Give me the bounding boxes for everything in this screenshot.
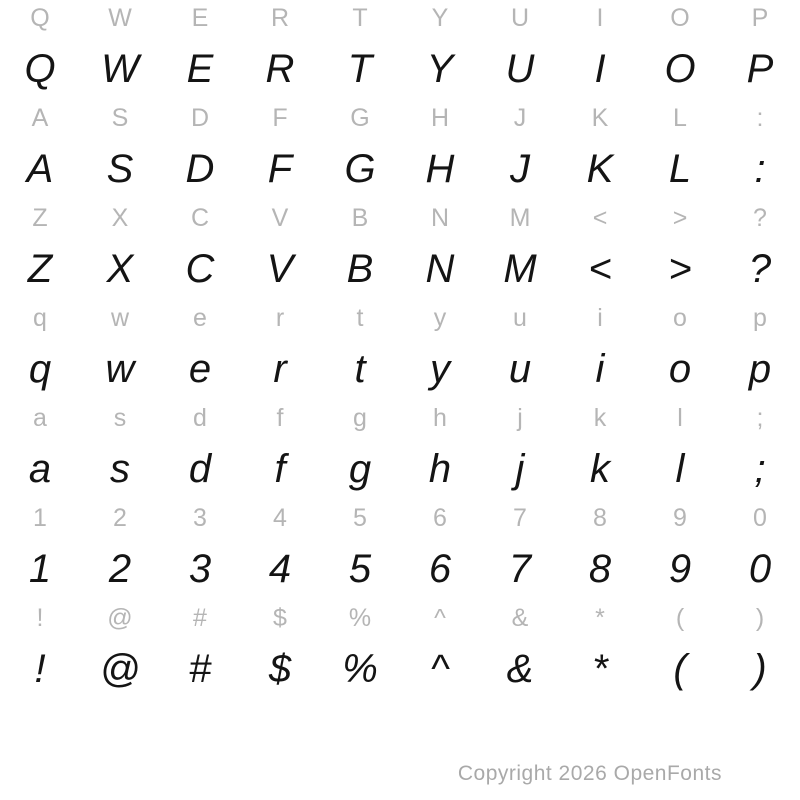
glyph: @ [107,603,133,632]
glyph: h [433,403,447,432]
glyph: C [185,246,215,291]
glyph: i [595,346,605,391]
glyph: I [596,3,604,32]
glyph: R [270,3,290,32]
copyright-text: Copyright 2026 OpenFonts [457,762,722,785]
glyph-line-regular-gray [0,200,800,236]
glyph: T [352,3,368,32]
glyph: p [753,303,767,332]
glyph: 3 [193,503,207,532]
glyph-line-italic-dark [0,436,800,500]
glyph-row-uppercase-home-row [0,100,800,200]
glyph: w [110,303,130,332]
glyph: Z [27,246,53,291]
glyph: U [510,3,530,32]
glyph: > [672,203,688,232]
glyph: W [108,3,132,32]
glyph-line-italic-dark [0,336,800,400]
glyph: $ [273,603,287,632]
glyph: : [756,103,764,132]
glyph: X [106,246,134,291]
glyph: ) [755,603,765,632]
glyph: 4 [273,503,287,532]
glyph-row-uppercase-bottom-row [0,200,800,300]
glyph: 0 [748,546,772,591]
glyph: 3 [188,546,212,591]
glyph: ? [753,203,767,232]
glyph: ! [34,646,46,691]
glyph: l [677,403,683,432]
glyph: ! [36,603,44,632]
glyph: 8 [593,503,607,532]
glyph-line-regular-gray [0,300,800,336]
glyph-line-italic-dark [0,36,800,100]
glyph: J [510,146,530,191]
glyph: K [591,103,609,132]
glyph: y [430,346,450,391]
glyph: Z [32,203,48,232]
glyph: > [668,246,692,291]
glyph: ( [673,646,687,691]
glyph: Q [30,3,50,32]
glyph: a [28,446,52,491]
glyph: l [675,446,685,491]
glyph: D [190,103,210,132]
glyph: V [271,203,289,232]
glyph: M [503,246,537,291]
glyph: O [664,46,696,91]
glyph: N [425,246,455,291]
glyph-row-lowercase-top-row [0,300,800,400]
glyph: E [186,46,214,91]
glyph: e [193,303,207,332]
glyph: % [342,646,378,691]
glyph: P [746,46,774,91]
glyph: r [275,303,285,332]
glyph-line-italic-dark [0,136,800,200]
glyph-row-lowercase-home-row [0,400,800,500]
glyph: F [267,146,293,191]
glyph: u [508,346,532,391]
glyph: S [111,103,129,132]
glyph: X [111,203,129,232]
glyph: < [592,203,608,232]
glyph: s [113,403,127,432]
glyph: J [513,103,527,132]
glyph: t [356,303,364,332]
glyph: 9 [673,503,687,532]
glyph: $ [268,646,292,691]
glyph: ) [753,646,767,691]
glyph: 7 [513,503,527,532]
glyph: & [511,603,529,632]
glyph: A [26,146,54,191]
glyph: 1 [33,503,47,532]
glyph-line-italic-dark [0,536,800,600]
glyph-line-regular-gray [0,0,800,36]
glyph: G [350,103,370,132]
glyph: # [188,646,212,691]
glyph: f [276,403,284,432]
glyph: @ [99,646,141,691]
glyph: t [354,346,366,391]
glyph: g [348,446,372,491]
glyph: h [428,446,452,491]
glyph: R [265,46,295,91]
glyph: N [430,203,450,232]
glyph: p [748,346,772,391]
glyph-line-regular-gray [0,500,800,536]
glyph: ^ [434,603,446,632]
glyph: L [668,146,692,191]
glyph: i [597,303,603,332]
glyph: C [190,203,210,232]
glyph: s [110,446,130,491]
glyph: H [425,146,455,191]
glyph: V [266,246,294,291]
glyph: : [754,146,766,191]
glyph: d [188,446,212,491]
glyph-line-italic-dark [0,236,800,300]
glyph: 6 [433,503,447,532]
glyph: P [751,3,769,32]
glyph: ^ [430,646,450,691]
glyph: k [590,446,610,491]
glyph: y [433,303,447,332]
glyph: M [509,203,531,232]
glyph: 2 [108,546,132,591]
glyph: d [193,403,207,432]
glyph: k [593,403,607,432]
glyph: T [347,46,373,91]
glyph-line-regular-gray [0,100,800,136]
glyph: 7 [508,546,532,591]
glyph: 1 [28,546,52,591]
glyph-line-regular-gray [0,600,800,636]
glyph: B [346,246,374,291]
glyph: w [105,346,135,391]
glyph: E [191,3,209,32]
glyph: Y [431,3,449,32]
glyph: Y [426,46,454,91]
glyph: 6 [428,546,452,591]
glyph: K [586,146,614,191]
glyph: g [353,403,367,432]
glyph: W [101,46,139,91]
glyph-row-symbols-row [0,600,800,700]
glyph-line-regular-gray [0,400,800,436]
glyph: G [344,146,376,191]
glyph: ( [675,603,685,632]
glyph: o [668,346,692,391]
glyph: * [595,603,605,632]
glyph: I [594,46,606,91]
glyph: O [670,3,690,32]
glyph: D [185,146,215,191]
glyph: % [348,603,372,632]
glyph: & [506,646,534,691]
glyph: u [513,303,527,332]
glyph-line-italic-dark [0,636,800,700]
glyph: 0 [753,503,767,532]
glyph: j [517,403,523,432]
glyph: e [188,346,212,391]
glyph-row-uppercase-top-row [0,0,800,100]
glyph: 4 [268,546,292,591]
glyph: 5 [353,503,367,532]
glyph: A [31,103,49,132]
glyph: o [673,303,687,332]
glyph: B [351,203,369,232]
glyph: F [272,103,288,132]
glyph: H [430,103,450,132]
glyph: 5 [348,546,372,591]
glyph: ; [756,403,764,432]
glyph: q [33,303,47,332]
glyph: j [515,446,525,491]
glyph: ? [748,246,772,291]
glyph: S [106,146,134,191]
glyph: < [588,246,612,291]
glyph: 8 [588,546,612,591]
glyph: * [592,646,608,691]
glyph: q [28,346,52,391]
glyph: U [505,46,535,91]
glyph: 9 [668,546,692,591]
glyph: r [273,346,287,391]
glyph: L [673,103,687,132]
glyph: # [193,603,207,632]
glyph: ; [754,446,766,491]
glyph: Q [24,46,56,91]
glyph-row-digits-row [0,500,800,600]
glyph: 2 [113,503,127,532]
glyph: a [33,403,47,432]
glyph: f [274,446,286,491]
